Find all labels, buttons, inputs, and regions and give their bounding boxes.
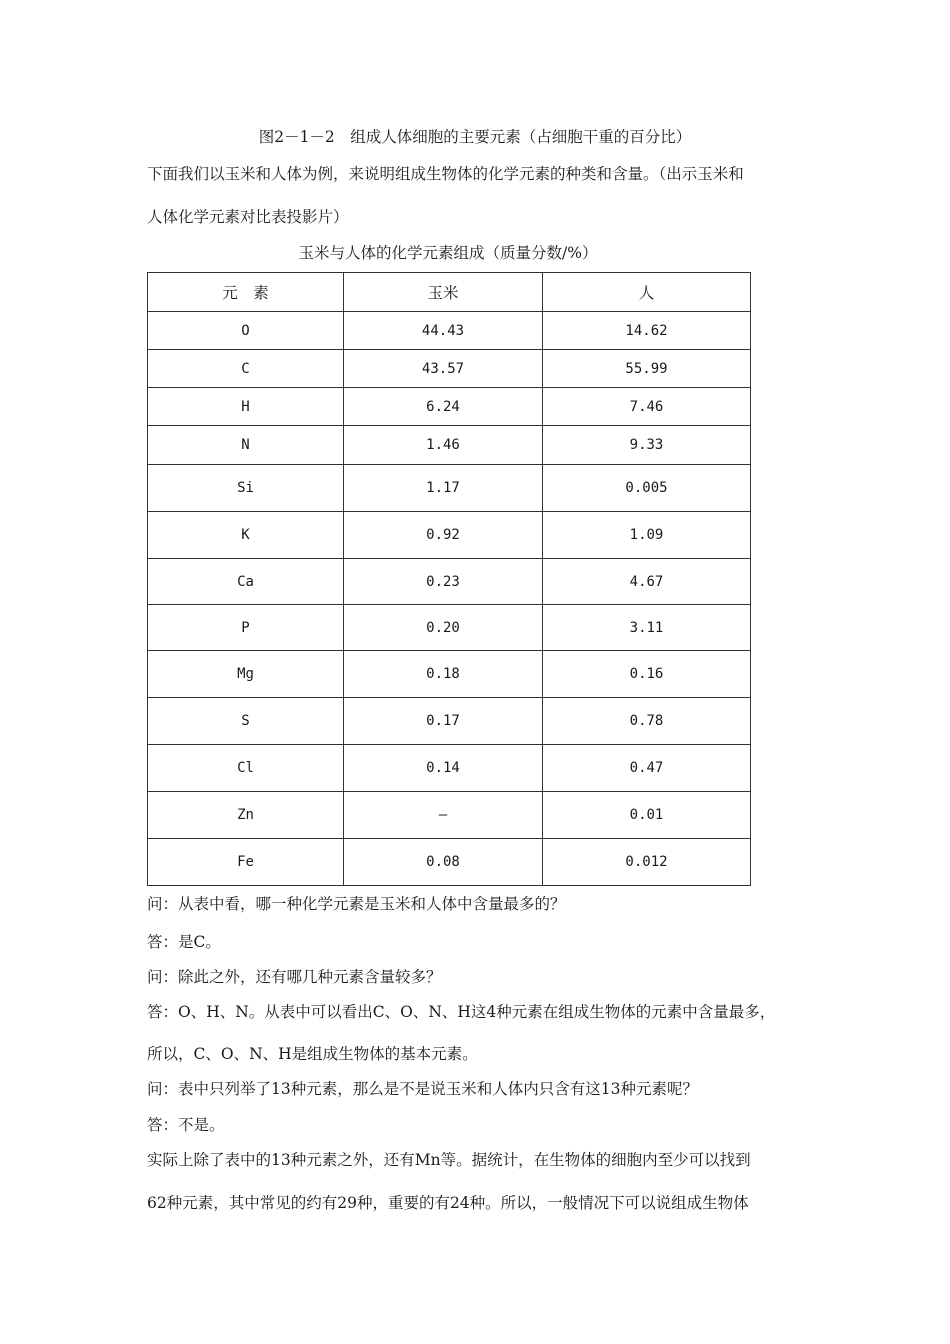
human-value-cell: 14.62 bbox=[543, 312, 751, 350]
qa-line-2: 答：是C。 bbox=[147, 933, 221, 951]
intro-line-1: 下面我们以玉米和人体为例，来说明组成生物体的化学元素的种类和含量。（出示玉米和 bbox=[147, 165, 744, 183]
human-value-cell: 0.78 bbox=[543, 698, 751, 745]
figure-caption: 图2－1－2 组成人体细胞的主要元素（占细胞干重的百分比） bbox=[258, 128, 692, 146]
element-composition-table bbox=[147, 272, 751, 886]
corn-value-cell: 0.92 bbox=[344, 512, 543, 559]
corn-value-cell: 0.14 bbox=[344, 745, 543, 792]
corn-value-cell: 1.17 bbox=[344, 465, 543, 512]
human-value-cell: 0.005 bbox=[543, 465, 751, 512]
table-caption: 玉米与人体的化学元素组成（质量分数/%） bbox=[298, 244, 598, 262]
table-row bbox=[148, 559, 751, 605]
human-value-cell: 9.33 bbox=[543, 426, 751, 465]
human-value-cell: 7.46 bbox=[543, 388, 751, 426]
qa-line-8: 实际上除了表中的13种元素之外，还有Mn等。据统计，在生物体的细胞内至少可以找到 bbox=[147, 1151, 751, 1169]
qa-line-3: 问：除此之外，还有哪几种元素含量较多？ bbox=[147, 968, 442, 986]
element-cell: N bbox=[148, 426, 344, 465]
table-row bbox=[148, 426, 751, 465]
table-row bbox=[148, 605, 751, 651]
qa-line-9: 62种元素，其中常见的约有29种，重要的有24种。所以，一般情况下可以说组成生物体 bbox=[147, 1194, 749, 1212]
element-cell: Zn bbox=[148, 792, 344, 839]
corn-value-cell: 1.46 bbox=[344, 426, 543, 465]
corn-value-cell: 0.20 bbox=[344, 605, 543, 651]
header-corn: 玉米 bbox=[344, 273, 543, 312]
table-row bbox=[148, 388, 751, 426]
qa-line-7: 答：不是。 bbox=[147, 1116, 225, 1134]
human-value-cell: 0.47 bbox=[543, 745, 751, 792]
table-header-row bbox=[148, 273, 751, 312]
corn-value-cell: 6.24 bbox=[344, 388, 543, 426]
human-value-cell: 0.01 bbox=[543, 792, 751, 839]
human-value-cell: 3.11 bbox=[543, 605, 751, 651]
table-row bbox=[148, 792, 751, 839]
corn-value-cell: 0.17 bbox=[344, 698, 543, 745]
element-cell: Ca bbox=[148, 559, 344, 605]
element-cell: Mg bbox=[148, 651, 344, 698]
qa-line-1: 问：从表中看，哪一种化学元素是玉米和人体中含量最多的？ bbox=[147, 895, 566, 913]
table-row bbox=[148, 745, 751, 792]
table-row bbox=[148, 651, 751, 698]
human-value-cell: 55.99 bbox=[543, 350, 751, 388]
corn-value-cell: 0.23 bbox=[344, 559, 543, 605]
header-element: 元 素 bbox=[148, 273, 344, 312]
element-cell: Si bbox=[148, 465, 344, 512]
element-cell: Cl bbox=[148, 745, 344, 792]
table-row bbox=[148, 350, 751, 388]
element-cell: O bbox=[148, 312, 344, 350]
qa-line-4: 答：O、H、N。从表中可以看出C、O、N、H这4种元素在组成生物体的元素中含量最多， bbox=[147, 1003, 776, 1021]
element-cell: P bbox=[148, 605, 344, 651]
table-row bbox=[148, 698, 751, 745]
corn-value-cell: 0.18 bbox=[344, 651, 543, 698]
element-cell: C bbox=[148, 350, 344, 388]
human-value-cell: 0.16 bbox=[543, 651, 751, 698]
human-value-cell: 4.67 bbox=[543, 559, 751, 605]
table-row bbox=[148, 465, 751, 512]
corn-value-cell: — bbox=[344, 792, 543, 839]
human-value-cell: 1.09 bbox=[543, 512, 751, 559]
element-cell: K bbox=[148, 512, 344, 559]
human-value-cell: 0.012 bbox=[543, 839, 751, 886]
qa-line-5: 所以，C、O、N、H是组成生物体的基本元素。 bbox=[147, 1045, 478, 1063]
qa-line-6: 问：表中只列举了13种元素，那么是不是说玉米和人体内只含有这13种元素呢？ bbox=[147, 1080, 698, 1098]
table-row bbox=[148, 512, 751, 559]
element-cell: Fe bbox=[148, 839, 344, 886]
table-row bbox=[148, 839, 751, 886]
table-row bbox=[148, 312, 751, 350]
header-human: 人 bbox=[543, 273, 751, 312]
intro-line-2: 人体化学元素对比表投影片） bbox=[147, 208, 349, 226]
corn-value-cell: 44.43 bbox=[344, 312, 543, 350]
element-cell: H bbox=[148, 388, 344, 426]
corn-value-cell: 43.57 bbox=[344, 350, 543, 388]
corn-value-cell: 0.08 bbox=[344, 839, 543, 886]
element-cell: S bbox=[148, 698, 344, 745]
